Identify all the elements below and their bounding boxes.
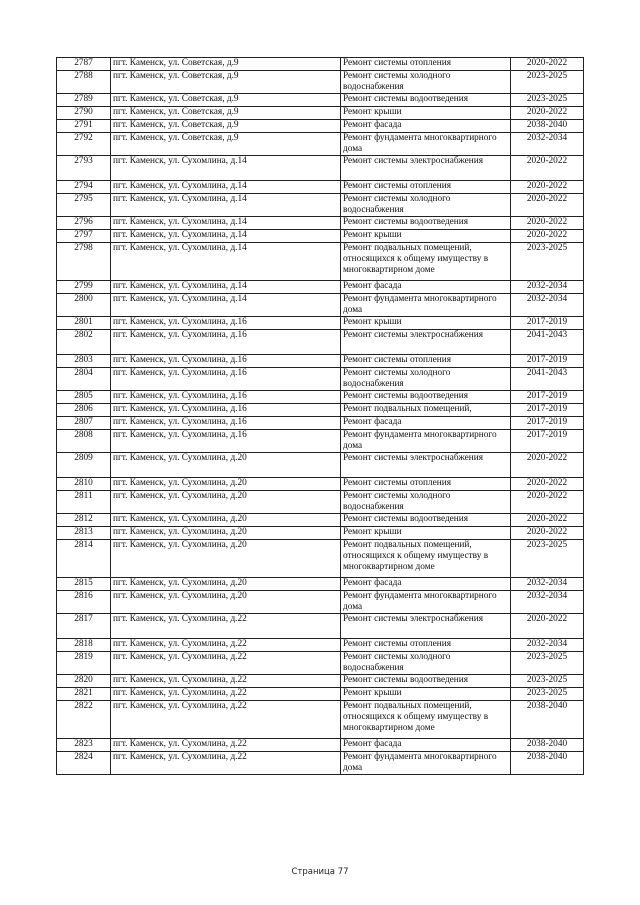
cell-work-type: Ремонт фундамента многоквартирного дома [341, 591, 511, 614]
cell-period: 2023-2025 [511, 94, 584, 107]
cell-work-type: Ремонт системы водоотведения [341, 94, 511, 107]
table-row [57, 591, 584, 614]
cell-work-type: Ремонт крыши [341, 527, 511, 540]
cell-period: 2032-2034 [511, 591, 584, 614]
cell-number: 2823 [57, 739, 111, 752]
table-row [57, 133, 584, 156]
cell-period: 2020-2022 [511, 614, 584, 639]
cell-address: пгт. Каменск, ул. Сухомлина, д.14 [111, 243, 341, 281]
table-row [57, 107, 584, 120]
cell-number: 2790 [57, 107, 111, 120]
cell-work-type: Ремонт крыши [341, 107, 511, 120]
cell-address: пгт. Каменск, ул. Сухомлина, д.20 [111, 578, 341, 591]
table-row [57, 739, 584, 752]
cell-work-type: Ремонт фасада [341, 281, 511, 294]
table-row [57, 639, 584, 652]
cell-number: 2794 [57, 181, 111, 194]
cell-address: пгт. Каменск, ул. Сухомлина, д.20 [111, 527, 341, 540]
cell-work-type: Ремонт системы отопления [341, 639, 511, 652]
cell-period: 2038-2040 [511, 120, 584, 133]
cell-work-type: Ремонт системы электроснабжения [341, 614, 511, 639]
table-row [57, 156, 584, 181]
cell-number: 2810 [57, 478, 111, 491]
cell-address: пгт. Каменск, ул. Сухомлина, д.20 [111, 478, 341, 491]
cell-number: 2797 [57, 230, 111, 243]
cell-address: пгт. Каменск, ул. Советская, д.9 [111, 120, 341, 133]
cell-address: пгт. Каменск, ул. Сухомлина, д.16 [111, 368, 341, 391]
cell-address: пгт. Каменск, ул. Сухомлина, д.16 [111, 417, 341, 430]
cell-period: 2020-2022 [511, 194, 584, 217]
cell-address: пгт. Каменск, ул. Сухомлина, д.22 [111, 688, 341, 701]
cell-period: 2038-2040 [511, 739, 584, 752]
cell-number: 2792 [57, 133, 111, 156]
cell-work-type: Ремонт подвальных помещений, относящихся к общему имуществу в многоквартирном доме [341, 540, 511, 578]
table-row [57, 491, 584, 514]
cell-period: 2032-2034 [511, 133, 584, 156]
table-row [57, 281, 584, 294]
cell-work-type: Ремонт крыши [341, 230, 511, 243]
cell-period: 2023-2025 [511, 243, 584, 281]
cell-work-type: Ремонт подвальных помещений, относящихся к общему имуществу в многоквартирном доме [341, 243, 511, 281]
cell-period: 2020-2022 [511, 58, 584, 71]
table-row [57, 514, 584, 527]
cell-period: 2020-2022 [511, 217, 584, 230]
cell-address: пгт. Каменск, ул. Сухомлина, д.16 [111, 404, 341, 417]
cell-address: пгт. Каменск, ул. Сухомлина, д.22 [111, 675, 341, 688]
cell-period: 2023-2025 [511, 540, 584, 578]
cell-work-type: Ремонт системы холодного водоснабжения [341, 652, 511, 675]
page-number: Страница 77 [291, 867, 349, 877]
cell-period: 2020-2022 [511, 230, 584, 243]
cell-address: пгт. Каменск, ул. Сухомлина, д.22 [111, 614, 341, 639]
cell-period: 2020-2022 [511, 453, 584, 478]
cell-period: 2023-2025 [511, 675, 584, 688]
cell-work-type: Ремонт фасада [341, 739, 511, 752]
cell-work-type: Ремонт системы холодного водоснабжения [341, 71, 511, 94]
table-row [57, 688, 584, 701]
cell-number: 2819 [57, 652, 111, 675]
cell-number: 2814 [57, 540, 111, 578]
table-row [57, 453, 584, 478]
cell-period: 2017-2019 [511, 355, 584, 368]
table-row [57, 194, 584, 217]
cell-address: пгт. Каменск, ул. Сухомлина, д.22 [111, 639, 341, 652]
table-row [57, 417, 584, 430]
cell-work-type: Ремонт фасада [341, 578, 511, 591]
cell-work-type: Ремонт подвальных помещений, относящихся к общему имуществу в многоквартирном доме [341, 701, 511, 739]
cell-number: 2803 [57, 355, 111, 368]
cell-address: пгт. Каменск, ул. Сухомлина, д.14 [111, 217, 341, 230]
cell-number: 2798 [57, 243, 111, 281]
cell-address: пгт. Каменск, ул. Сухомлина, д.20 [111, 591, 341, 614]
cell-period: 2020-2022 [511, 527, 584, 540]
cell-address: пгт. Каменск, ул. Сухомлина, д.16 [111, 330, 341, 355]
cell-work-type: Ремонт системы холодного водоснабжения [341, 368, 511, 391]
table-row [57, 430, 584, 453]
cell-number: 2818 [57, 639, 111, 652]
cell-period: 2017-2019 [511, 430, 584, 453]
cell-number: 2796 [57, 217, 111, 230]
cell-number: 2813 [57, 527, 111, 540]
cell-period: 2038-2040 [511, 701, 584, 739]
cell-number: 2809 [57, 453, 111, 478]
cell-period: 2032-2034 [511, 578, 584, 591]
table-row [57, 355, 584, 368]
cell-work-type: Ремонт системы водоотведения [341, 391, 511, 404]
cell-period: 2020-2022 [511, 491, 584, 514]
cell-number: 2816 [57, 591, 111, 614]
cell-work-type: Ремонт системы электроснабжения [341, 330, 511, 355]
cell-number: 2804 [57, 368, 111, 391]
cell-period: 2017-2019 [511, 391, 584, 404]
cell-number: 2807 [57, 417, 111, 430]
cell-address: пгт. Каменск, ул. Сухомлина, д.16 [111, 355, 341, 368]
cell-period: 2017-2019 [511, 404, 584, 417]
cell-number: 2795 [57, 194, 111, 217]
cell-number: 2806 [57, 404, 111, 417]
cell-work-type: Ремонт подвальных помещений, [341, 404, 511, 417]
cell-work-type: Ремонт фасада [341, 120, 511, 133]
cell-address: пгт. Каменск, ул. Советская, д.9 [111, 94, 341, 107]
table-row [57, 120, 584, 133]
cell-address: пгт. Каменск, ул. Советская, д.9 [111, 71, 341, 94]
table-row [57, 368, 584, 391]
table-row [57, 217, 584, 230]
cell-address: пгт. Каменск, ул. Сухомлина, д.20 [111, 491, 341, 514]
cell-period: 2023-2025 [511, 688, 584, 701]
cell-period: 2032-2034 [511, 281, 584, 294]
cell-period: 2017-2019 [511, 417, 584, 430]
cell-period: 2041-2043 [511, 368, 584, 391]
cell-work-type: Ремонт фасада [341, 417, 511, 430]
cell-work-type: Ремонт фундамента многоквартирного дома [341, 294, 511, 317]
cell-address: пгт. Каменск, ул. Сухомлина, д.20 [111, 514, 341, 527]
cell-number: 2801 [57, 317, 111, 330]
cell-address: пгт. Каменск, ул. Сухомлина, д.14 [111, 281, 341, 294]
cell-address: пгт. Каменск, ул. Сухомлина, д.22 [111, 652, 341, 675]
cell-number: 2815 [57, 578, 111, 591]
cell-period: 2032-2034 [511, 639, 584, 652]
cell-period: 2023-2025 [511, 652, 584, 675]
cell-address: пгт. Каменск, ул. Сухомлина, д.20 [111, 453, 341, 478]
table-row [57, 752, 584, 775]
cell-address: пгт. Каменск, ул. Советская, д.9 [111, 107, 341, 120]
cell-work-type: Ремонт системы водоотведения [341, 514, 511, 527]
cell-period: 2020-2022 [511, 156, 584, 181]
table-row [57, 478, 584, 491]
cell-number: 2820 [57, 675, 111, 688]
cell-address: пгт. Каменск, ул. Сухомлина, д.16 [111, 430, 341, 453]
table-row [57, 330, 584, 355]
cell-period: 2020-2022 [511, 107, 584, 120]
cell-work-type: Ремонт фундамента многоквартирного дома [341, 752, 511, 775]
cell-number: 2805 [57, 391, 111, 404]
cell-period: 2038-2040 [511, 752, 584, 775]
cell-work-type: Ремонт крыши [341, 317, 511, 330]
table-row [57, 578, 584, 591]
cell-work-type: Ремонт системы электроснабжения [341, 156, 511, 181]
cell-period: 2041-2043 [511, 330, 584, 355]
table-row [57, 94, 584, 107]
cell-address: пгт. Каменск, ул. Сухомлина, д.14 [111, 294, 341, 317]
cell-period: 2020-2022 [511, 478, 584, 491]
cell-work-type: Ремонт системы отопления [341, 478, 511, 491]
table-row [57, 71, 584, 94]
cell-work-type: Ремонт системы отопления [341, 58, 511, 71]
cell-address: пгт. Каменск, ул. Советская, д.9 [111, 58, 341, 71]
table-row [57, 404, 584, 417]
cell-period: 2023-2025 [511, 71, 584, 94]
cell-address: пгт. Каменск, ул. Сухомлина, д.16 [111, 391, 341, 404]
cell-address: пгт. Каменск, ул. Сухомлина, д.14 [111, 230, 341, 243]
cell-address: пгт. Каменск, ул. Сухомлина, д.14 [111, 194, 341, 217]
table-row [57, 540, 584, 578]
cell-number: 2800 [57, 294, 111, 317]
cell-number: 2821 [57, 688, 111, 701]
cell-work-type: Ремонт системы водоотведения [341, 675, 511, 688]
table-row [57, 181, 584, 194]
cell-work-type: Ремонт системы холодного водоснабжения [341, 491, 511, 514]
cell-work-type: Ремонт фундамента многоквартирного дома [341, 133, 511, 156]
table-row [57, 294, 584, 317]
cell-number: 2788 [57, 71, 111, 94]
cell-number: 2793 [57, 156, 111, 181]
cell-address: пгт. Каменск, ул. Сухомлина, д.16 [111, 317, 341, 330]
cell-work-type: Ремонт системы электроснабжения [341, 453, 511, 478]
table-row [57, 230, 584, 243]
cell-work-type: Ремонт крыши [341, 688, 511, 701]
cell-number: 2817 [57, 614, 111, 639]
cell-work-type: Ремонт системы водоотведения [341, 217, 511, 230]
table-row [57, 701, 584, 739]
cell-address: пгт. Каменск, ул. Советская, д.9 [111, 133, 341, 156]
cell-number: 2791 [57, 120, 111, 133]
cell-period: 2032-2034 [511, 294, 584, 317]
cell-address: пгт. Каменск, ул. Сухомлина, д.14 [111, 181, 341, 194]
table-row [57, 614, 584, 639]
table-row [57, 317, 584, 330]
cell-address: пгт. Каменск, ул. Сухомлина, д.22 [111, 701, 341, 739]
cell-number: 2799 [57, 281, 111, 294]
cell-work-type: Ремонт системы холодного водоснабжения [341, 194, 511, 217]
cell-number: 2808 [57, 430, 111, 453]
cell-period: 2020-2022 [511, 514, 584, 527]
cell-number: 2789 [57, 94, 111, 107]
cell-address: пгт. Каменск, ул. Сухомлина, д.22 [111, 739, 341, 752]
cell-address: пгт. Каменск, ул. Сухомлина, д.14 [111, 156, 341, 181]
cell-number: 2787 [57, 58, 111, 71]
cell-address: пгт. Каменск, ул. Сухомлина, д.22 [111, 752, 341, 775]
table-row [57, 652, 584, 675]
table-row [57, 391, 584, 404]
table-row [57, 58, 584, 71]
cell-number: 2811 [57, 491, 111, 514]
table-row [57, 243, 584, 281]
cell-period: 2020-2022 [511, 181, 584, 194]
cell-work-type: Ремонт системы отопления [341, 181, 511, 194]
table-body [57, 58, 584, 775]
cell-number: 2822 [57, 701, 111, 739]
cell-work-type: Ремонт фундамента многоквартирного дома [341, 430, 511, 453]
cell-number: 2824 [57, 752, 111, 775]
cell-period: 2017-2019 [511, 317, 584, 330]
table-row [57, 527, 584, 540]
cell-number: 2802 [57, 330, 111, 355]
cell-number: 2812 [57, 514, 111, 527]
cell-work-type: Ремонт системы отопления [341, 355, 511, 368]
repair-schedule-table [56, 57, 584, 775]
cell-address: пгт. Каменск, ул. Сухомлина, д.20 [111, 540, 341, 578]
table-row [57, 675, 584, 688]
